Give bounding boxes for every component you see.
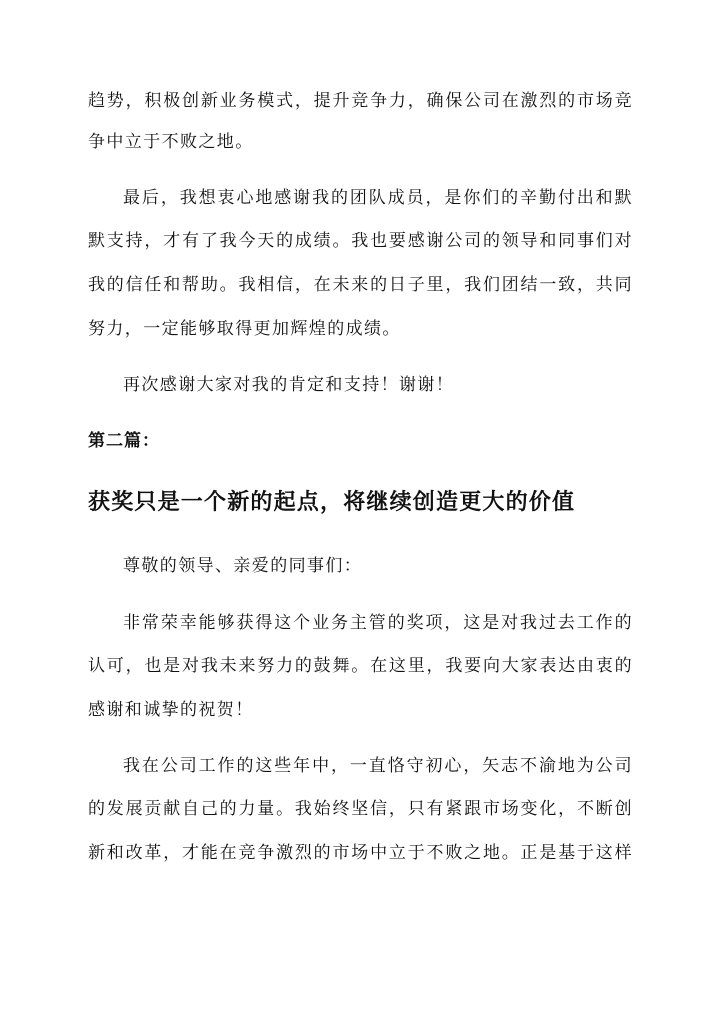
body-line: 我在公司工作的这些年中，一直恪守初心，矢志不渝地为公司 bbox=[123, 756, 633, 776]
body-line: 默支持，才有了我今天的成绩。我也要感谢公司的领导和同事们对 bbox=[88, 231, 633, 251]
body-line: 非常荣幸能够获得这个业务主管的奖项，这是对我过去工作的 bbox=[123, 613, 633, 633]
body-line: 努力，一定能够取得更加辉煌的成绩。 bbox=[88, 319, 401, 339]
body-line: 感谢和诚挚的祝贺！ bbox=[88, 700, 254, 720]
section-label: 第二篇： bbox=[88, 431, 160, 451]
body-line: 的发展贡献自己的力量。我始终坚信，只有紧跟市场变化，不断创 bbox=[88, 799, 633, 819]
body-line: 认可，也是对我未来努力的鼓舞。在这里，我要向大家表达由衷的 bbox=[88, 656, 633, 676]
body-line: 新和改革，才能在竞争激烈的市场中立于不败之地。正是基于这样 bbox=[88, 843, 633, 863]
body-line: 最后，我想衷心地感谢我的团队成员，是你们的辛勤付出和默 bbox=[123, 188, 633, 208]
body-line: 我的信任和帮助。我相信，在未来的日子里，我们团结一致，共同 bbox=[88, 275, 633, 295]
body-line: 争中立于不败之地。 bbox=[88, 132, 254, 152]
body-line: 趋势，积极创新业务模式，提升竞争力，确保公司在激烈的市场竞 bbox=[88, 91, 633, 111]
section-title: 获奖只是一个新的起点，将继续创造更大的价值 bbox=[88, 489, 576, 515]
body-line: 尊敬的领导、亲爱的同事们： bbox=[123, 556, 363, 576]
body-line: 再次感谢大家对我的肯定和支持！谢谢！ bbox=[123, 375, 455, 395]
